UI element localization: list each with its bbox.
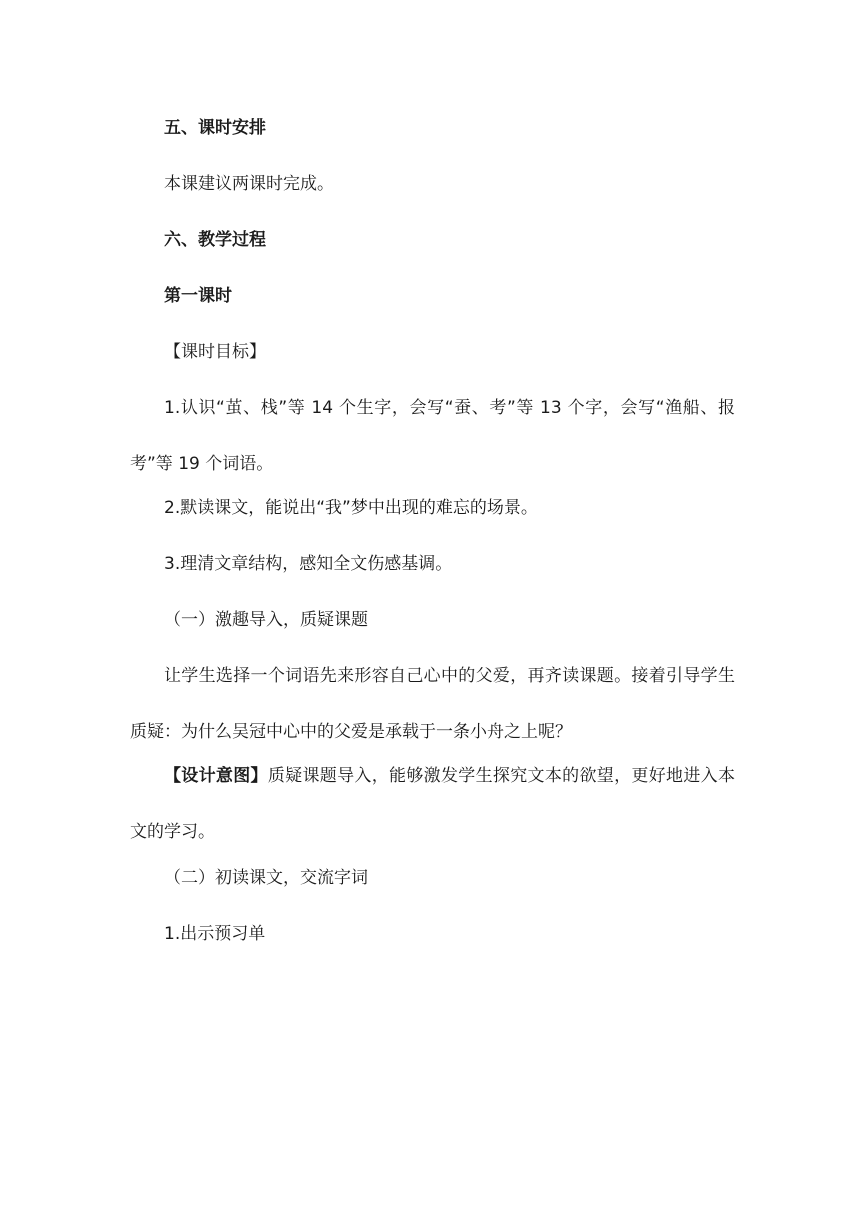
objective-one: 1.认识“茧、栈”等 14 个生字，会写“蚕、考”等 13 个字，会写“渔船、报考”等 19 个词语。 xyxy=(130,398,735,474)
step-one-heading: （一）激趣导入，质疑课题 xyxy=(164,610,368,630)
section-five-text: 本课建议两课时完成。 xyxy=(164,174,334,194)
design-intent-text: 质疑课题导入，能够激发学生探究文本的欲望，更好地进入本文的学习。 xyxy=(130,766,735,842)
step-two-heading: （二）初读课文，交流字词 xyxy=(164,868,368,888)
step-two-item-one: 1.出示预习单 xyxy=(164,924,266,944)
objective-three: 3.理清文章结构，感知全文伤感基调。 xyxy=(164,554,453,574)
section-five-heading: 五、课时安排 xyxy=(164,118,266,138)
objective-two: 2.默读课文，能说出“我”梦中出现的难忘的场景。 xyxy=(164,498,538,518)
objectives-label: 【课时目标】 xyxy=(164,342,266,362)
design-intent-paragraph xyxy=(130,748,735,860)
design-intent-label: 【设计意图】 xyxy=(164,766,268,786)
lesson-one-heading: 第一课时 xyxy=(164,286,232,306)
step-one-text: 让学生选择一个词语先来形容自己心中的父爱，再齐读课题。接着引导学生质疑：为什么吴冠中心中的父爱是承载于一条小舟之上呢？ xyxy=(130,666,735,742)
section-six-heading: 六、教学过程 xyxy=(164,230,266,250)
